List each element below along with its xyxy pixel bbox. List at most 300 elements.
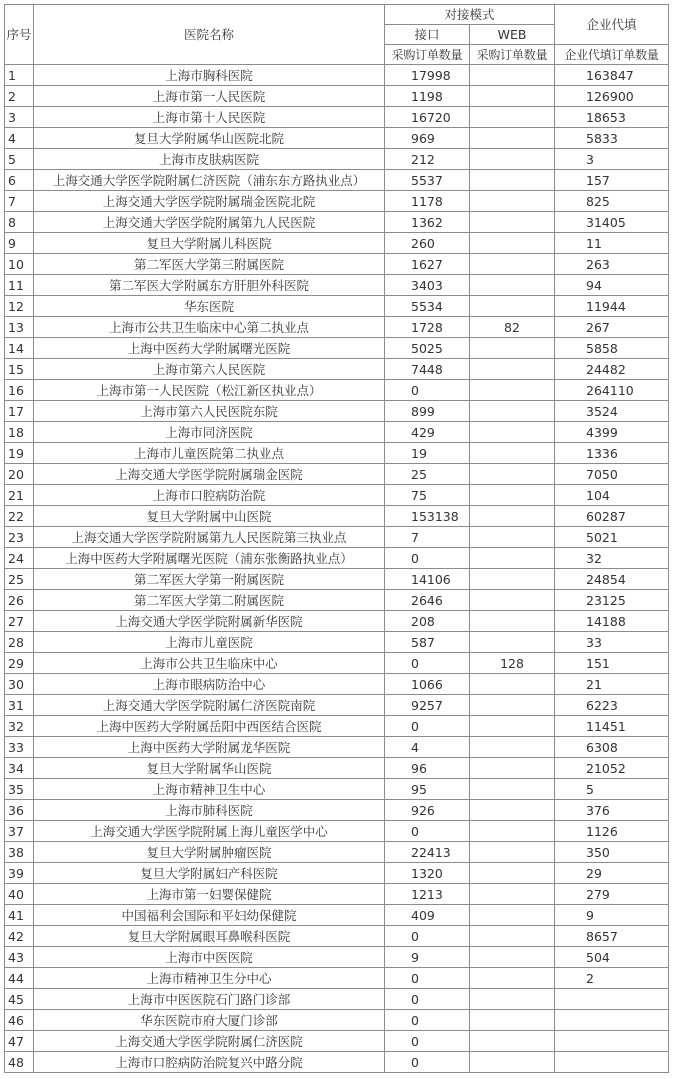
table-row	[5, 716, 669, 737]
row-enterprise-orders: 21	[555, 674, 669, 695]
row-seq: 31	[5, 695, 34, 716]
row-web-orders	[470, 128, 555, 149]
row-hospital-name: 上海市精神卫生中心	[34, 779, 385, 800]
row-interface-orders: 25	[385, 464, 470, 485]
row-hospital-name: 第二军医大学附属东方肝胆外科医院	[34, 275, 385, 296]
row-interface-orders: 1728	[385, 317, 470, 338]
table-row	[5, 548, 669, 569]
row-seq: 47	[5, 1031, 34, 1052]
row-hospital-name: 上海市第六人民医院	[34, 359, 385, 380]
row-web-orders	[470, 716, 555, 737]
row-enterprise-orders: 6308	[555, 737, 669, 758]
row-hospital-name: 上海市儿童医院第二执业点	[34, 443, 385, 464]
row-enterprise-orders	[555, 1052, 669, 1073]
row-interface-orders: 1198	[385, 86, 470, 107]
row-enterprise-orders: 151	[555, 653, 669, 674]
row-hospital-name: 上海市第一人民医院	[34, 86, 385, 107]
row-seq: 24	[5, 548, 34, 569]
row-interface-orders: 5025	[385, 338, 470, 359]
row-interface-orders: 0	[385, 716, 470, 737]
table-row	[5, 296, 669, 317]
row-enterprise-orders: 376	[555, 800, 669, 821]
table-row	[5, 947, 669, 968]
row-hospital-name: 上海市口腔病防治院复兴中路分院	[34, 1052, 385, 1073]
row-web-orders	[470, 485, 555, 506]
row-hospital-name: 上海交通大学医学院附属新华医院	[34, 611, 385, 632]
table-row	[5, 569, 669, 590]
table-row	[5, 842, 669, 863]
row-hospital-name: 华东医院	[34, 296, 385, 317]
row-web-orders	[470, 254, 555, 275]
table-row	[5, 674, 669, 695]
row-interface-orders: 429	[385, 422, 470, 443]
row-enterprise-orders: 5	[555, 779, 669, 800]
row-interface-orders: 0	[385, 653, 470, 674]
row-hospital-name: 上海市胸科医院	[34, 65, 385, 86]
row-seq: 5	[5, 149, 34, 170]
row-interface-orders: 17998	[385, 65, 470, 86]
table-row	[5, 233, 669, 254]
row-enterprise-orders: 6223	[555, 695, 669, 716]
row-interface-orders: 1178	[385, 191, 470, 212]
row-interface-orders: 95	[385, 779, 470, 800]
row-hospital-name: 上海中医药大学附属龙华医院	[34, 737, 385, 758]
row-seq: 10	[5, 254, 34, 275]
table-row	[5, 611, 669, 632]
row-seq: 17	[5, 401, 34, 422]
row-enterprise-orders: 279	[555, 884, 669, 905]
row-web-orders	[470, 401, 555, 422]
row-hospital-name: 复旦大学附属眼耳鼻喉科医院	[34, 926, 385, 947]
row-interface-orders: 96	[385, 758, 470, 779]
row-web-orders	[470, 296, 555, 317]
row-seq: 15	[5, 359, 34, 380]
row-interface-orders: 926	[385, 800, 470, 821]
table-row	[5, 968, 669, 989]
row-enterprise-orders: 157	[555, 170, 669, 191]
row-seq: 39	[5, 863, 34, 884]
row-enterprise-orders: 29	[555, 863, 669, 884]
row-enterprise-orders: 33	[555, 632, 669, 653]
row-web-orders	[470, 737, 555, 758]
row-interface-orders: 212	[385, 149, 470, 170]
row-interface-orders: 7	[385, 527, 470, 548]
row-hospital-name: 复旦大学附属华山医院	[34, 758, 385, 779]
table-row	[5, 107, 669, 128]
row-seq: 20	[5, 464, 34, 485]
row-hospital-name: 上海市眼病防治中心	[34, 674, 385, 695]
row-web-orders	[470, 1010, 555, 1031]
table-header	[5, 5, 669, 65]
row-web-orders	[470, 758, 555, 779]
row-web-orders	[470, 1031, 555, 1052]
row-seq: 42	[5, 926, 34, 947]
table-row	[5, 884, 669, 905]
row-seq: 40	[5, 884, 34, 905]
row-hospital-name: 第二军医大学第三附属医院	[34, 254, 385, 275]
table-row	[5, 464, 669, 485]
hospital-name-header: 医院名称	[34, 5, 385, 65]
table-row	[5, 191, 669, 212]
row-enterprise-orders: 7050	[555, 464, 669, 485]
row-web-orders: 82	[470, 317, 555, 338]
row-seq: 19	[5, 443, 34, 464]
row-web-orders	[470, 338, 555, 359]
row-web-orders	[470, 422, 555, 443]
row-interface-orders: 5534	[385, 296, 470, 317]
row-seq: 22	[5, 506, 34, 527]
row-interface-orders: 1213	[385, 884, 470, 905]
row-seq: 38	[5, 842, 34, 863]
row-web-orders	[470, 464, 555, 485]
row-enterprise-orders: 104	[555, 485, 669, 506]
table-row	[5, 821, 669, 842]
row-web-orders	[470, 947, 555, 968]
row-web-orders	[470, 779, 555, 800]
row-interface-orders: 5537	[385, 170, 470, 191]
row-enterprise-orders: 60287	[555, 506, 669, 527]
table-row	[5, 695, 669, 716]
row-enterprise-orders: 18653	[555, 107, 669, 128]
row-enterprise-orders: 94	[555, 275, 669, 296]
row-hospital-name: 上海中医药大学附属岳阳中西医结合医院	[34, 716, 385, 737]
row-hospital-name: 上海交通大学医学院附属瑞金医院	[34, 464, 385, 485]
row-seq: 41	[5, 905, 34, 926]
table-row	[5, 422, 669, 443]
row-interface-orders: 1627	[385, 254, 470, 275]
row-interface-orders: 1066	[385, 674, 470, 695]
table-row	[5, 863, 669, 884]
row-web-orders	[470, 611, 555, 632]
row-seq: 8	[5, 212, 34, 233]
table-row	[5, 1052, 669, 1073]
table-row	[5, 128, 669, 149]
row-interface-orders: 0	[385, 1031, 470, 1052]
table-row	[5, 905, 669, 926]
row-hospital-name: 上海市中医医院	[34, 947, 385, 968]
row-interface-orders: 2646	[385, 590, 470, 611]
row-web-orders	[470, 800, 555, 821]
table-row	[5, 65, 669, 86]
row-enterprise-orders: 267	[555, 317, 669, 338]
row-web-orders	[470, 107, 555, 128]
row-enterprise-orders: 8657	[555, 926, 669, 947]
row-web-orders	[470, 548, 555, 569]
row-web-orders	[470, 569, 555, 590]
interface-header: 接口	[385, 25, 470, 45]
row-web-orders	[470, 821, 555, 842]
row-interface-orders: 409	[385, 905, 470, 926]
row-interface-orders: 0	[385, 548, 470, 569]
row-web-orders	[470, 170, 555, 191]
table-row	[5, 212, 669, 233]
table-row	[5, 590, 669, 611]
row-interface-orders: 260	[385, 233, 470, 254]
table-row	[5, 170, 669, 191]
row-hospital-name: 复旦大学附属华山医院北院	[34, 128, 385, 149]
table-row	[5, 989, 669, 1010]
table-row	[5, 527, 669, 548]
row-interface-orders: 3403	[385, 275, 470, 296]
row-enterprise-orders	[555, 989, 669, 1010]
row-enterprise-orders: 2	[555, 968, 669, 989]
row-interface-orders: 75	[385, 485, 470, 506]
row-enterprise-orders: 11451	[555, 716, 669, 737]
table-row	[5, 359, 669, 380]
row-hospital-name: 复旦大学附属妇产科医院	[34, 863, 385, 884]
row-seq: 2	[5, 86, 34, 107]
table-row	[5, 338, 669, 359]
row-enterprise-orders: 31405	[555, 212, 669, 233]
table-row	[5, 779, 669, 800]
row-interface-orders: 0	[385, 989, 470, 1010]
row-web-orders	[470, 968, 555, 989]
row-interface-orders: 208	[385, 611, 470, 632]
row-interface-orders: 19	[385, 443, 470, 464]
row-hospital-name: 上海交通大学医学院附属仁济医院南院	[34, 695, 385, 716]
row-seq: 6	[5, 170, 34, 191]
row-seq: 45	[5, 989, 34, 1010]
row-hospital-name: 上海市精神卫生分中心	[34, 968, 385, 989]
row-seq: 7	[5, 191, 34, 212]
row-enterprise-orders: 5833	[555, 128, 669, 149]
row-seq: 14	[5, 338, 34, 359]
seq-header: 序号	[5, 5, 34, 65]
row-hospital-name: 上海交通大学医学院附属仁济医院	[34, 1031, 385, 1052]
row-hospital-name: 上海市第一人民医院（松江新区执业点）	[34, 380, 385, 401]
table-row	[5, 149, 669, 170]
table-row	[5, 317, 669, 338]
row-enterprise-orders: 24482	[555, 359, 669, 380]
row-interface-orders: 587	[385, 632, 470, 653]
table-row	[5, 443, 669, 464]
row-web-orders	[470, 275, 555, 296]
table-row	[5, 86, 669, 107]
row-web-orders	[470, 380, 555, 401]
row-hospital-name: 复旦大学附属儿科医院	[34, 233, 385, 254]
table-row	[5, 275, 669, 296]
row-enterprise-orders: 504	[555, 947, 669, 968]
row-seq: 33	[5, 737, 34, 758]
row-seq: 37	[5, 821, 34, 842]
table-body	[5, 65, 669, 1073]
row-interface-orders: 153138	[385, 506, 470, 527]
row-enterprise-orders: 24854	[555, 569, 669, 590]
row-hospital-name: 上海市第一妇婴保健院	[34, 884, 385, 905]
row-hospital-name: 上海市口腔病防治院	[34, 485, 385, 506]
row-web-orders	[470, 1052, 555, 1073]
row-interface-orders: 969	[385, 128, 470, 149]
row-enterprise-orders: 3	[555, 149, 669, 170]
table-row	[5, 737, 669, 758]
row-interface-orders: 0	[385, 380, 470, 401]
row-hospital-name: 上海市第十人民医院	[34, 107, 385, 128]
row-interface-orders: 0	[385, 1010, 470, 1031]
row-hospital-name: 上海交通大学医学院附属仁济医院（浦东东方路执业点）	[34, 170, 385, 191]
row-web-orders	[470, 884, 555, 905]
row-enterprise-orders: 825	[555, 191, 669, 212]
row-web-orders	[470, 359, 555, 380]
row-web-orders	[470, 149, 555, 170]
row-hospital-name: 上海市公共卫生临床中心第二执业点	[34, 317, 385, 338]
row-seq: 44	[5, 968, 34, 989]
row-hospital-name: 中国福利会国际和平妇幼保健院	[34, 905, 385, 926]
row-seq: 4	[5, 128, 34, 149]
row-enterprise-orders: 11	[555, 233, 669, 254]
row-hospital-name: 上海交通大学医学院附属第九人民医院	[34, 212, 385, 233]
row-web-orders	[470, 233, 555, 254]
table-row	[5, 380, 669, 401]
row-hospital-name: 第二军医大学第二附属医院	[34, 590, 385, 611]
row-enterprise-orders: 32	[555, 548, 669, 569]
web-orders-header: 采购订单数量	[470, 45, 555, 65]
row-interface-orders: 4	[385, 737, 470, 758]
row-seq: 21	[5, 485, 34, 506]
docking-mode-header: 对接模式	[385, 5, 555, 25]
row-interface-orders: 0	[385, 821, 470, 842]
row-enterprise-orders: 11944	[555, 296, 669, 317]
row-web-orders	[470, 905, 555, 926]
row-seq: 23	[5, 527, 34, 548]
table-row	[5, 1010, 669, 1031]
row-web-orders	[470, 443, 555, 464]
row-seq: 43	[5, 947, 34, 968]
row-enterprise-orders	[555, 1010, 669, 1031]
row-enterprise-orders: 1126	[555, 821, 669, 842]
interface-orders-header: 采购订单数量	[385, 45, 470, 65]
row-hospital-name: 上海市皮肤病医院	[34, 149, 385, 170]
row-hospital-name: 上海交通大学医学院附属上海儿童医学中心	[34, 821, 385, 842]
row-enterprise-orders: 5858	[555, 338, 669, 359]
row-hospital-name: 复旦大学附属肿瘤医院	[34, 842, 385, 863]
row-hospital-name: 上海市同济医院	[34, 422, 385, 443]
row-web-orders	[470, 989, 555, 1010]
row-web-orders	[470, 191, 555, 212]
table-row	[5, 1031, 669, 1052]
row-enterprise-orders: 21052	[555, 758, 669, 779]
row-web-orders	[470, 65, 555, 86]
row-hospital-name: 上海市中医医院石门路门诊部	[34, 989, 385, 1010]
row-seq: 9	[5, 233, 34, 254]
row-hospital-name: 上海市肺科医院	[34, 800, 385, 821]
row-interface-orders: 1320	[385, 863, 470, 884]
row-enterprise-orders: 163847	[555, 65, 669, 86]
row-web-orders	[470, 632, 555, 653]
row-hospital-name: 上海市第六人民医院东院	[34, 401, 385, 422]
row-hospital-name: 上海交通大学医学院附属瑞金医院北院	[34, 191, 385, 212]
table-row	[5, 401, 669, 422]
row-enterprise-orders: 9	[555, 905, 669, 926]
row-enterprise-orders: 14188	[555, 611, 669, 632]
row-enterprise-orders	[555, 1031, 669, 1052]
row-seq: 25	[5, 569, 34, 590]
row-web-orders: 128	[470, 653, 555, 674]
row-enterprise-orders: 126900	[555, 86, 669, 107]
row-seq: 29	[5, 653, 34, 674]
row-seq: 3	[5, 107, 34, 128]
row-enterprise-orders: 3524	[555, 401, 669, 422]
enterprise-orders-header: 企业代填订单数量	[555, 45, 669, 65]
row-interface-orders: 9257	[385, 695, 470, 716]
table-row	[5, 506, 669, 527]
row-hospital-name: 复旦大学附属中山医院	[34, 506, 385, 527]
row-web-orders	[470, 86, 555, 107]
row-seq: 18	[5, 422, 34, 443]
web-header: WEB	[470, 25, 555, 45]
row-interface-orders: 899	[385, 401, 470, 422]
row-web-orders	[470, 842, 555, 863]
row-hospital-name: 上海中医药大学附属曙光医院	[34, 338, 385, 359]
row-interface-orders: 9	[385, 947, 470, 968]
row-enterprise-orders: 5021	[555, 527, 669, 548]
row-interface-orders: 14106	[385, 569, 470, 590]
row-enterprise-orders: 264110	[555, 380, 669, 401]
row-enterprise-orders: 263	[555, 254, 669, 275]
row-interface-orders: 22413	[385, 842, 470, 863]
row-seq: 16	[5, 380, 34, 401]
row-seq: 13	[5, 317, 34, 338]
row-seq: 48	[5, 1052, 34, 1073]
row-seq: 30	[5, 674, 34, 695]
row-enterprise-orders: 4399	[555, 422, 669, 443]
row-seq: 35	[5, 779, 34, 800]
table-row	[5, 800, 669, 821]
row-seq: 1	[5, 65, 34, 86]
table-row	[5, 632, 669, 653]
row-seq: 26	[5, 590, 34, 611]
row-interface-orders: 0	[385, 926, 470, 947]
row-seq: 12	[5, 296, 34, 317]
row-hospital-name: 上海交通大学医学院附属第九人民医院第三执业点	[34, 527, 385, 548]
enterprise-fill-header: 企业代填	[555, 5, 669, 45]
row-seq: 11	[5, 275, 34, 296]
row-enterprise-orders: 350	[555, 842, 669, 863]
row-web-orders	[470, 863, 555, 884]
row-hospital-name: 上海中医药大学附属曙光医院（浦东张衡路执业点）	[34, 548, 385, 569]
row-hospital-name: 华东医院市府大厦门诊部	[34, 1010, 385, 1031]
row-seq: 27	[5, 611, 34, 632]
hospital-orders-table	[4, 4, 669, 1073]
row-hospital-name: 上海市儿童医院	[34, 632, 385, 653]
row-seq: 28	[5, 632, 34, 653]
row-seq: 46	[5, 1010, 34, 1031]
row-interface-orders: 16720	[385, 107, 470, 128]
row-hospital-name: 上海市公共卫生临床中心	[34, 653, 385, 674]
table-row	[5, 485, 669, 506]
row-seq: 32	[5, 716, 34, 737]
row-enterprise-orders: 1336	[555, 443, 669, 464]
row-web-orders	[470, 674, 555, 695]
table-row	[5, 758, 669, 779]
row-interface-orders: 0	[385, 1052, 470, 1073]
row-interface-orders: 0	[385, 968, 470, 989]
row-web-orders	[470, 506, 555, 527]
row-interface-orders: 1362	[385, 212, 470, 233]
table-row	[5, 653, 669, 674]
row-hospital-name: 第二军医大学第一附属医院	[34, 569, 385, 590]
row-web-orders	[470, 212, 555, 233]
table-row	[5, 254, 669, 275]
row-seq: 36	[5, 800, 34, 821]
row-seq: 34	[5, 758, 34, 779]
row-web-orders	[470, 926, 555, 947]
row-web-orders	[470, 695, 555, 716]
row-web-orders	[470, 590, 555, 611]
row-enterprise-orders: 23125	[555, 590, 669, 611]
table-row	[5, 926, 669, 947]
row-interface-orders: 7448	[385, 359, 470, 380]
row-web-orders	[470, 527, 555, 548]
